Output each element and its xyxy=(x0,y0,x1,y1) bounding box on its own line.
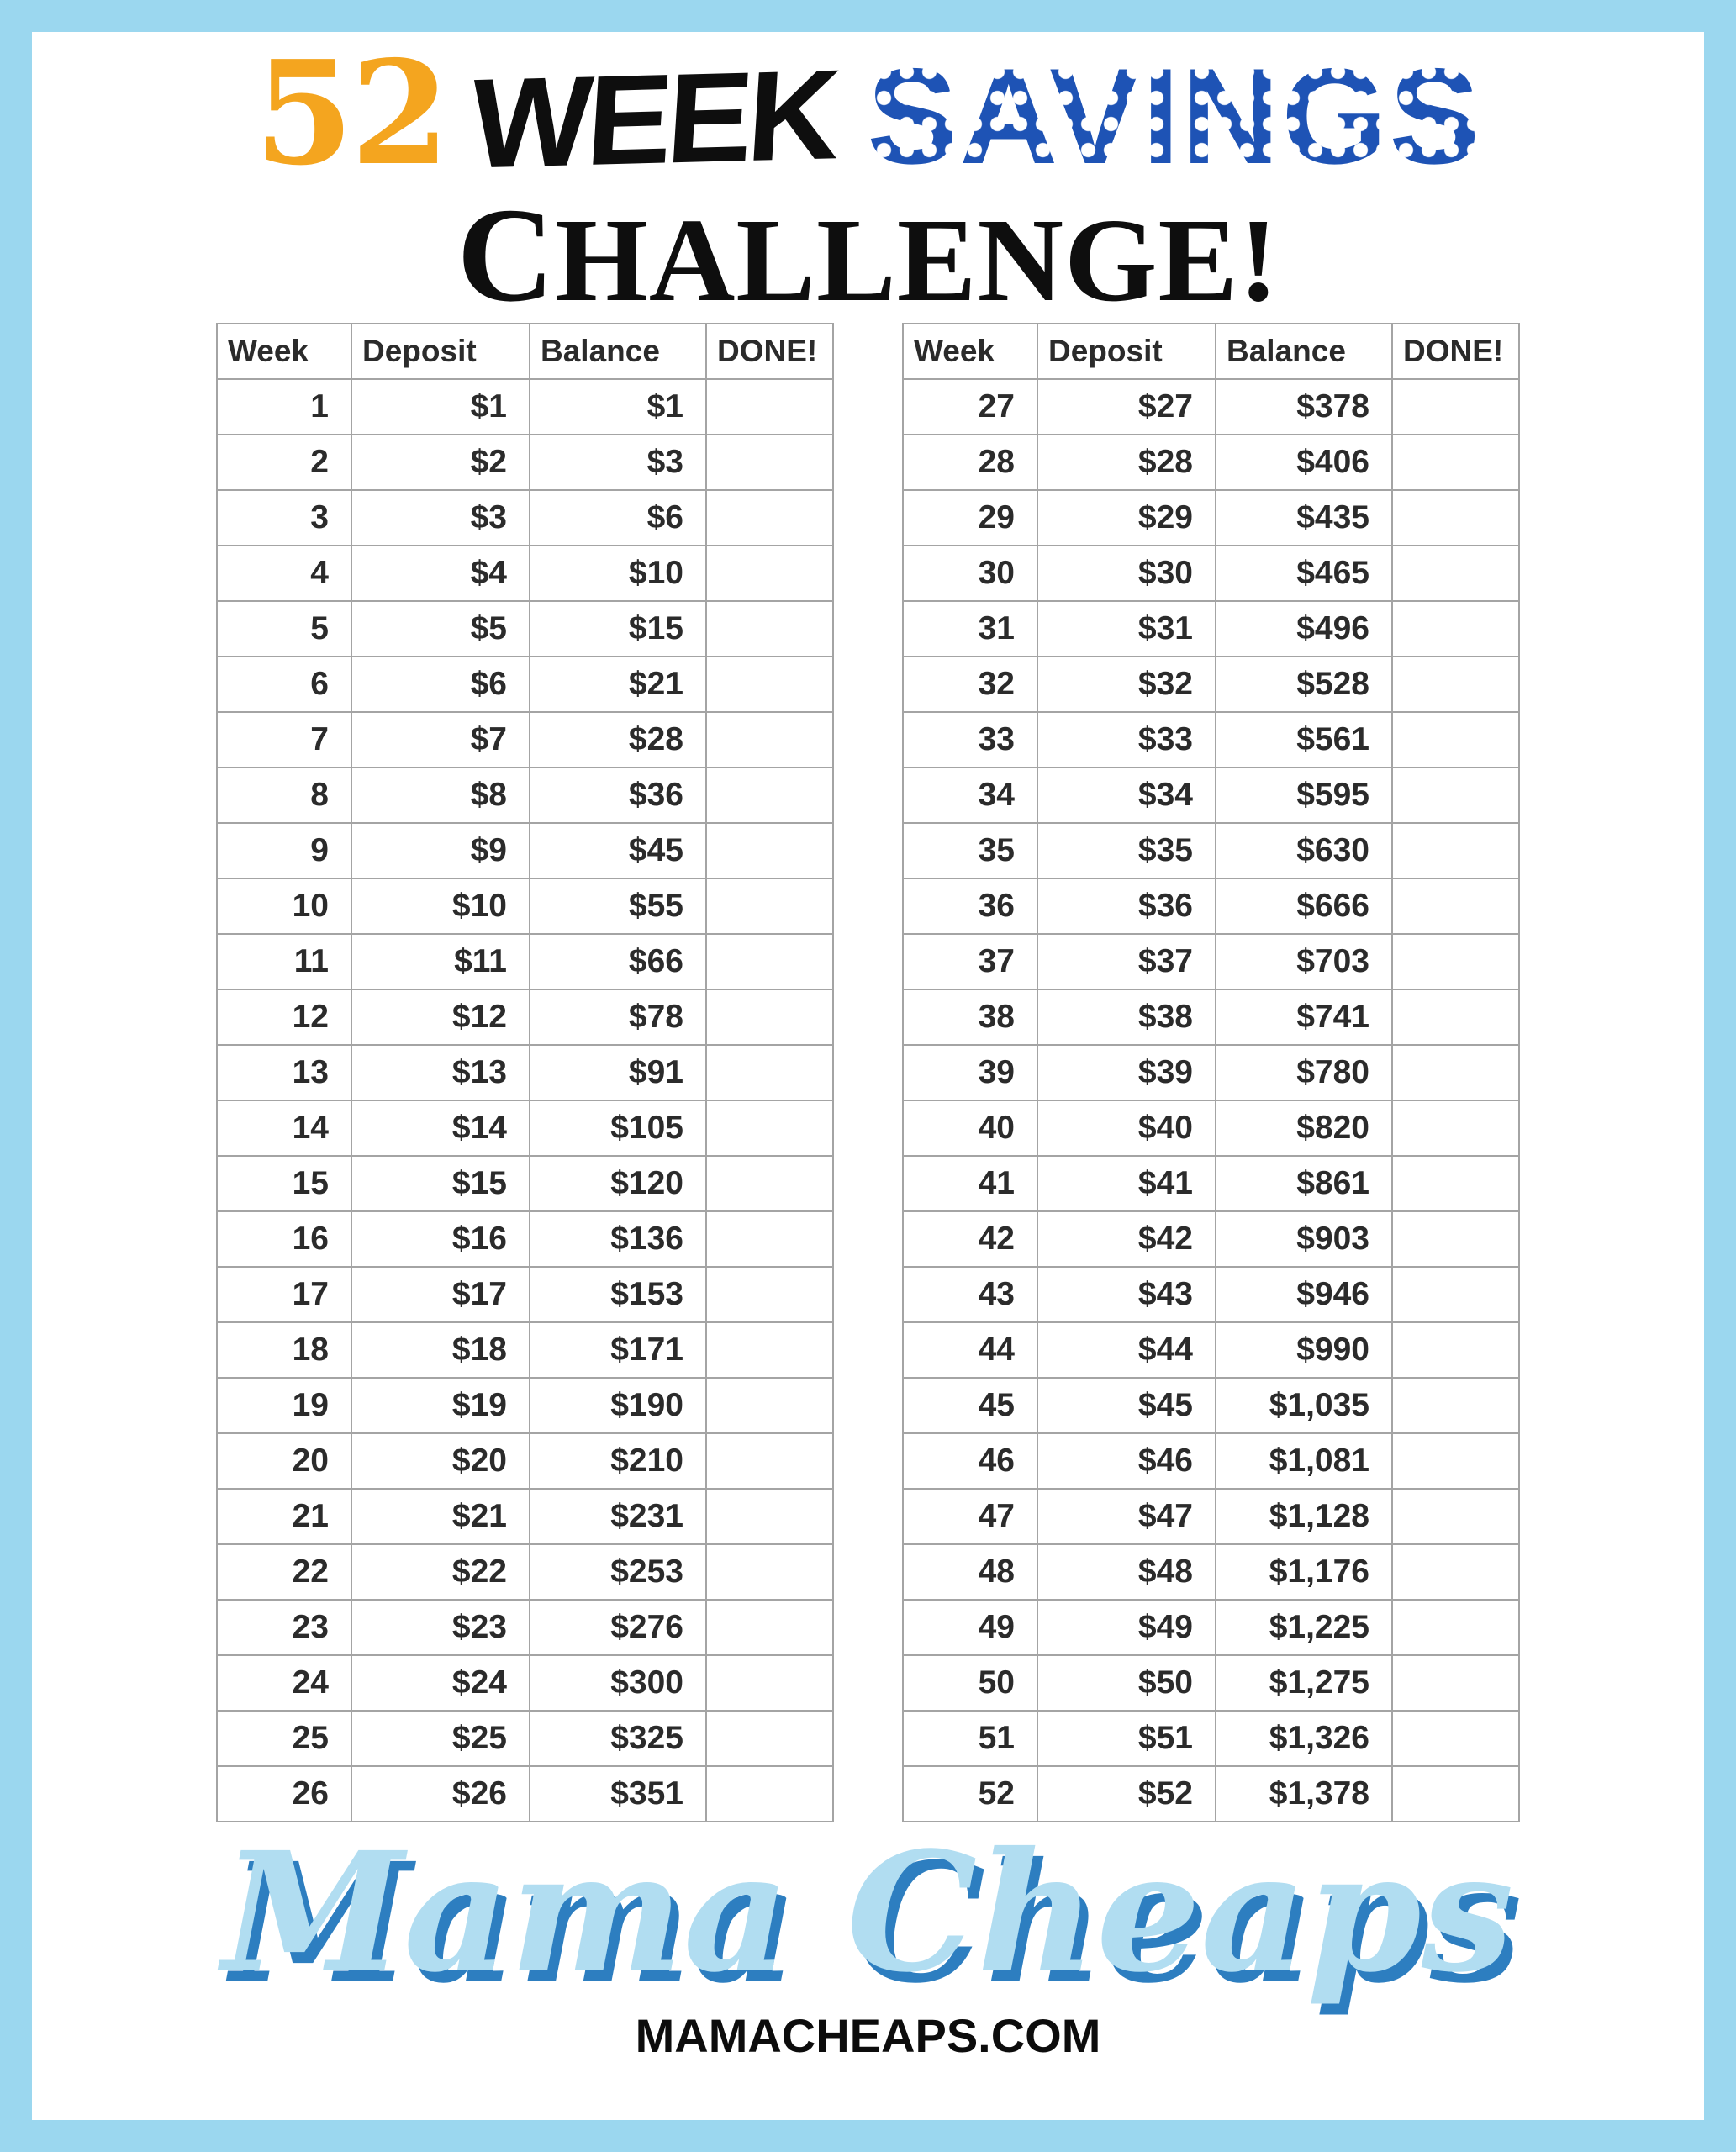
week-cell: 26 xyxy=(217,1766,351,1822)
week-cell: 6 xyxy=(217,657,351,712)
title-line-1 xyxy=(32,32,1704,198)
table-row xyxy=(903,767,1519,823)
table-row xyxy=(903,435,1519,490)
week-cell: 15 xyxy=(217,1156,351,1211)
balance-cell: $990 xyxy=(1216,1322,1392,1378)
deposit-cell: $13 xyxy=(351,1045,530,1100)
week-cell: 9 xyxy=(217,823,351,878)
week-cell: 3 xyxy=(217,490,351,546)
title-word-52: 52 xyxy=(254,32,447,198)
week-cell: 22 xyxy=(217,1544,351,1600)
done-cell xyxy=(706,1378,833,1433)
done-cell xyxy=(706,767,833,823)
table-header-row xyxy=(903,324,1519,379)
balance-cell: $406 xyxy=(1216,435,1392,490)
week-cell: 39 xyxy=(903,1045,1037,1100)
week-cell: 25 xyxy=(217,1711,351,1766)
balance-cell: $528 xyxy=(1216,657,1392,712)
week-cell: 33 xyxy=(903,712,1037,767)
table-row xyxy=(217,601,833,657)
done-cell xyxy=(1392,767,1519,823)
balance-cell: $741 xyxy=(1216,989,1392,1045)
done-cell xyxy=(1392,1766,1519,1822)
deposit-cell: $16 xyxy=(351,1211,530,1267)
table-row xyxy=(903,1045,1519,1100)
balance-cell: $496 xyxy=(1216,601,1392,657)
done-cell xyxy=(1392,1322,1519,1378)
deposit-cell: $10 xyxy=(351,878,530,934)
balance-cell: $1,128 xyxy=(1216,1489,1392,1544)
table-row xyxy=(217,1378,833,1433)
deposit-cell: $50 xyxy=(1037,1655,1216,1711)
done-cell xyxy=(1392,934,1519,989)
done-cell xyxy=(1392,1100,1519,1156)
deposit-cell: $35 xyxy=(1037,823,1216,878)
balance-cell: $1,275 xyxy=(1216,1655,1392,1711)
week-cell: 12 xyxy=(217,989,351,1045)
deposit-cell: $7 xyxy=(351,712,530,767)
deposit-cell: $37 xyxy=(1037,934,1216,989)
done-cell xyxy=(1392,823,1519,878)
balance-cell: $210 xyxy=(530,1433,706,1489)
balance-cell: $300 xyxy=(530,1655,706,1711)
table-row xyxy=(903,1322,1519,1378)
table-row xyxy=(217,1600,833,1655)
week-cell: 35 xyxy=(903,823,1037,878)
deposit-cell: $19 xyxy=(351,1378,530,1433)
week-cell: 4 xyxy=(217,546,351,601)
deposit-cell: $23 xyxy=(351,1600,530,1655)
balance-cell: $231 xyxy=(530,1489,706,1544)
deposit-cell: $21 xyxy=(351,1489,530,1544)
week-cell: 14 xyxy=(217,1100,351,1156)
column-header-deposit: Deposit xyxy=(351,324,530,379)
column-header-done: DONE! xyxy=(1392,324,1519,379)
balance-cell: $780 xyxy=(1216,1045,1392,1100)
deposit-cell: $11 xyxy=(351,934,530,989)
done-cell xyxy=(1392,1211,1519,1267)
mama-cheaps-logo: Mama Cheaps xyxy=(222,1815,1514,2008)
deposit-cell: $26 xyxy=(351,1766,530,1822)
table-row xyxy=(217,1322,833,1378)
title-word-week: WEEK xyxy=(467,43,840,196)
table-row xyxy=(217,657,833,712)
table-row xyxy=(903,490,1519,546)
page-title xyxy=(32,32,1704,330)
deposit-cell: $32 xyxy=(1037,657,1216,712)
deposit-cell: $52 xyxy=(1037,1766,1216,1822)
done-cell xyxy=(706,1600,833,1655)
deposit-cell: $29 xyxy=(1037,490,1216,546)
balance-cell: $6 xyxy=(530,490,706,546)
column-header-week: Week xyxy=(903,324,1037,379)
title-word-challenge: CHALLENGE! xyxy=(456,180,1280,330)
week-cell: 21 xyxy=(217,1489,351,1544)
done-cell xyxy=(1392,435,1519,490)
deposit-cell: $25 xyxy=(351,1711,530,1766)
balance-cell: $45 xyxy=(530,823,706,878)
week-cell: 1 xyxy=(217,379,351,435)
table-row xyxy=(217,1100,833,1156)
week-cell: 44 xyxy=(903,1322,1037,1378)
balance-cell: $1,081 xyxy=(1216,1433,1392,1489)
done-cell xyxy=(1392,1489,1519,1544)
title-word-savings: SAVINGS xyxy=(867,40,1482,193)
table-row xyxy=(217,1156,833,1211)
week-cell: 5 xyxy=(217,601,351,657)
deposit-cell: $20 xyxy=(351,1433,530,1489)
week-cell: 8 xyxy=(217,767,351,823)
deposit-cell: $4 xyxy=(351,546,530,601)
week-cell: 10 xyxy=(217,878,351,934)
week-cell: 23 xyxy=(217,1600,351,1655)
week-cell: 18 xyxy=(217,1322,351,1378)
done-cell xyxy=(1392,1655,1519,1711)
week-cell: 51 xyxy=(903,1711,1037,1766)
week-cell: 42 xyxy=(903,1211,1037,1267)
balance-cell: $253 xyxy=(530,1544,706,1600)
table-row xyxy=(217,934,833,989)
balance-cell: $36 xyxy=(530,767,706,823)
done-cell xyxy=(1392,1267,1519,1322)
done-cell xyxy=(706,823,833,878)
table-row xyxy=(217,435,833,490)
deposit-cell: $40 xyxy=(1037,1100,1216,1156)
deposit-cell: $30 xyxy=(1037,546,1216,601)
deposit-cell: $28 xyxy=(1037,435,1216,490)
deposit-cell: $3 xyxy=(351,490,530,546)
table-row xyxy=(217,1267,833,1322)
balance-cell: $66 xyxy=(530,934,706,989)
deposit-cell: $46 xyxy=(1037,1433,1216,1489)
done-cell xyxy=(706,1766,833,1822)
balance-cell: $703 xyxy=(1216,934,1392,989)
deposit-cell: $51 xyxy=(1037,1711,1216,1766)
table-row xyxy=(217,767,833,823)
table-row xyxy=(903,1711,1519,1766)
done-cell xyxy=(1392,989,1519,1045)
deposit-cell: $49 xyxy=(1037,1600,1216,1655)
balance-cell: $3 xyxy=(530,435,706,490)
week-cell: 7 xyxy=(217,712,351,767)
balance-cell: $378 xyxy=(1216,379,1392,435)
balance-cell: $465 xyxy=(1216,546,1392,601)
deposit-cell: $34 xyxy=(1037,767,1216,823)
balance-cell: $15 xyxy=(530,601,706,657)
week-cell: 24 xyxy=(217,1655,351,1711)
table-row xyxy=(217,490,833,546)
table-row xyxy=(903,1211,1519,1267)
table-row xyxy=(903,601,1519,657)
balance-cell: $666 xyxy=(1216,878,1392,934)
done-cell xyxy=(706,1711,833,1766)
done-cell xyxy=(706,546,833,601)
balance-cell: $171 xyxy=(530,1322,706,1378)
done-cell xyxy=(706,712,833,767)
week-cell: 38 xyxy=(903,989,1037,1045)
balance-cell: $325 xyxy=(530,1711,706,1766)
table-row xyxy=(217,878,833,934)
balance-cell: $78 xyxy=(530,989,706,1045)
done-cell xyxy=(1392,1600,1519,1655)
table-row xyxy=(217,1489,833,1544)
deposit-cell: $15 xyxy=(351,1156,530,1211)
week-cell: 41 xyxy=(903,1156,1037,1211)
done-cell xyxy=(706,379,833,435)
balance-cell: $1 xyxy=(530,379,706,435)
deposit-cell: $14 xyxy=(351,1100,530,1156)
deposit-cell: $5 xyxy=(351,601,530,657)
balance-cell: $28 xyxy=(530,712,706,767)
deposit-cell: $2 xyxy=(351,435,530,490)
deposit-cell: $31 xyxy=(1037,601,1216,657)
done-cell xyxy=(706,601,833,657)
balance-cell: $1,225 xyxy=(1216,1600,1392,1655)
table-row xyxy=(217,1211,833,1267)
deposit-cell: $43 xyxy=(1037,1267,1216,1322)
done-cell xyxy=(706,1100,833,1156)
table-row xyxy=(903,1655,1519,1711)
balance-cell: $190 xyxy=(530,1378,706,1433)
week-cell: 17 xyxy=(217,1267,351,1322)
balance-cell: $1,176 xyxy=(1216,1544,1392,1600)
week-cell: 36 xyxy=(903,878,1037,934)
table-row xyxy=(903,657,1519,712)
deposit-cell: $18 xyxy=(351,1322,530,1378)
table-row xyxy=(903,712,1519,767)
balance-cell: $435 xyxy=(1216,490,1392,546)
table-row xyxy=(217,1711,833,1766)
table-row xyxy=(903,1766,1519,1822)
done-cell xyxy=(1392,490,1519,546)
table-row xyxy=(903,878,1519,934)
balance-cell: $91 xyxy=(530,1045,706,1100)
balance-cell: $903 xyxy=(1216,1211,1392,1267)
week-cell: 30 xyxy=(903,546,1037,601)
website-url-text: MAMACHEAPS.COM xyxy=(635,2008,1101,2062)
balance-cell: $1,326 xyxy=(1216,1711,1392,1766)
balance-cell: $276 xyxy=(530,1600,706,1655)
week-cell: 47 xyxy=(903,1489,1037,1544)
table-row xyxy=(217,1766,833,1822)
table-row xyxy=(217,989,833,1045)
week-cell: 29 xyxy=(903,490,1037,546)
week-cell: 31 xyxy=(903,601,1037,657)
balance-cell: $153 xyxy=(530,1267,706,1322)
column-header-balance: Balance xyxy=(530,324,706,379)
week-cell: 40 xyxy=(903,1100,1037,1156)
done-cell xyxy=(1392,878,1519,934)
deposit-cell: $48 xyxy=(1037,1544,1216,1600)
balance-cell: $820 xyxy=(1216,1100,1392,1156)
deposit-cell: $22 xyxy=(351,1544,530,1600)
table-row xyxy=(903,1433,1519,1489)
deposit-cell: $47 xyxy=(1037,1489,1216,1544)
week-cell: 34 xyxy=(903,767,1037,823)
table-row xyxy=(217,379,833,435)
column-header-balance: Balance xyxy=(1216,324,1392,379)
deposit-cell: $17 xyxy=(351,1267,530,1322)
done-cell xyxy=(1392,1156,1519,1211)
week-cell: 2 xyxy=(217,435,351,490)
deposit-cell: $33 xyxy=(1037,712,1216,767)
column-header-done: DONE! xyxy=(706,324,833,379)
done-cell xyxy=(706,490,833,546)
table-row xyxy=(217,1544,833,1600)
column-header-week: Week xyxy=(217,324,351,379)
table-row xyxy=(217,1045,833,1100)
savings-tables xyxy=(32,323,1704,1822)
done-cell xyxy=(706,1267,833,1322)
deposit-cell: $38 xyxy=(1037,989,1216,1045)
done-cell xyxy=(1392,1544,1519,1600)
done-cell xyxy=(706,1045,833,1100)
table-row xyxy=(903,379,1519,435)
table-row xyxy=(217,823,833,878)
deposit-cell: $24 xyxy=(351,1655,530,1711)
table-row xyxy=(217,712,833,767)
done-cell xyxy=(706,1156,833,1211)
savings-table-weeks-27-52 xyxy=(902,323,1520,1822)
week-cell: 27 xyxy=(903,379,1037,435)
table-row xyxy=(903,1100,1519,1156)
balance-cell: $55 xyxy=(530,878,706,934)
deposit-cell: $6 xyxy=(351,657,530,712)
deposit-cell: $36 xyxy=(1037,878,1216,934)
balance-cell: $120 xyxy=(530,1156,706,1211)
done-cell xyxy=(706,1322,833,1378)
done-cell xyxy=(706,1433,833,1489)
done-cell xyxy=(1392,1433,1519,1489)
balance-cell: $1,378 xyxy=(1216,1766,1392,1822)
deposit-cell: $27 xyxy=(1037,379,1216,435)
table-row xyxy=(903,1489,1519,1544)
balance-cell: $105 xyxy=(530,1100,706,1156)
week-cell: 50 xyxy=(903,1655,1037,1711)
balance-cell: $21 xyxy=(530,657,706,712)
deposit-cell: $12 xyxy=(351,989,530,1045)
deposit-cell: $41 xyxy=(1037,1156,1216,1211)
week-cell: 46 xyxy=(903,1433,1037,1489)
table-row xyxy=(903,1544,1519,1600)
done-cell xyxy=(1392,712,1519,767)
balance-cell: $10 xyxy=(530,546,706,601)
week-cell: 19 xyxy=(217,1378,351,1433)
table-row xyxy=(903,1267,1519,1322)
done-cell xyxy=(1392,1045,1519,1100)
week-cell: 45 xyxy=(903,1378,1037,1433)
table-row xyxy=(903,546,1519,601)
balance-cell: $1,035 xyxy=(1216,1378,1392,1433)
table-row xyxy=(217,546,833,601)
week-cell: 48 xyxy=(903,1544,1037,1600)
savings-table-weeks-1-26 xyxy=(216,323,834,1822)
week-cell: 37 xyxy=(903,934,1037,989)
table-row xyxy=(217,1655,833,1711)
done-cell xyxy=(1392,657,1519,712)
done-cell xyxy=(706,934,833,989)
done-cell xyxy=(706,1211,833,1267)
table-row xyxy=(217,1433,833,1489)
week-cell: 43 xyxy=(903,1267,1037,1322)
deposit-cell: $1 xyxy=(351,379,530,435)
week-cell: 20 xyxy=(217,1433,351,1489)
done-cell xyxy=(706,1489,833,1544)
done-cell xyxy=(1392,379,1519,435)
done-cell xyxy=(706,878,833,934)
done-cell xyxy=(1392,1378,1519,1433)
table-row xyxy=(903,989,1519,1045)
deposit-cell: $44 xyxy=(1037,1322,1216,1378)
balance-cell: $351 xyxy=(530,1766,706,1822)
done-cell xyxy=(706,989,833,1045)
table-header-row xyxy=(217,324,833,379)
week-cell: 49 xyxy=(903,1600,1037,1655)
printable-page xyxy=(32,32,1704,2120)
balance-cell: $136 xyxy=(530,1211,706,1267)
deposit-cell: $45 xyxy=(1037,1378,1216,1433)
column-header-deposit: Deposit xyxy=(1037,324,1216,379)
done-cell xyxy=(1392,546,1519,601)
table-row xyxy=(903,1600,1519,1655)
balance-cell: $561 xyxy=(1216,712,1392,767)
deposit-cell: $9 xyxy=(351,823,530,878)
done-cell xyxy=(706,435,833,490)
table-row xyxy=(903,934,1519,989)
table-row xyxy=(903,1378,1519,1433)
week-cell: 13 xyxy=(217,1045,351,1100)
balance-cell: $595 xyxy=(1216,767,1392,823)
done-cell xyxy=(1392,1711,1519,1766)
table-row xyxy=(903,823,1519,878)
week-cell: 16 xyxy=(217,1211,351,1267)
week-cell: 52 xyxy=(903,1766,1037,1822)
table-row xyxy=(903,1156,1519,1211)
done-cell xyxy=(706,1544,833,1600)
week-cell: 32 xyxy=(903,657,1037,712)
deposit-cell: $8 xyxy=(351,767,530,823)
balance-cell: $946 xyxy=(1216,1267,1392,1322)
balance-cell: $630 xyxy=(1216,823,1392,878)
done-cell xyxy=(1392,601,1519,657)
page-footer xyxy=(32,1815,1704,2063)
deposit-cell: $39 xyxy=(1037,1045,1216,1100)
week-cell: 28 xyxy=(903,435,1037,490)
done-cell xyxy=(706,1655,833,1711)
done-cell xyxy=(706,657,833,712)
balance-cell: $861 xyxy=(1216,1156,1392,1211)
week-cell: 11 xyxy=(217,934,351,989)
deposit-cell: $42 xyxy=(1037,1211,1216,1267)
